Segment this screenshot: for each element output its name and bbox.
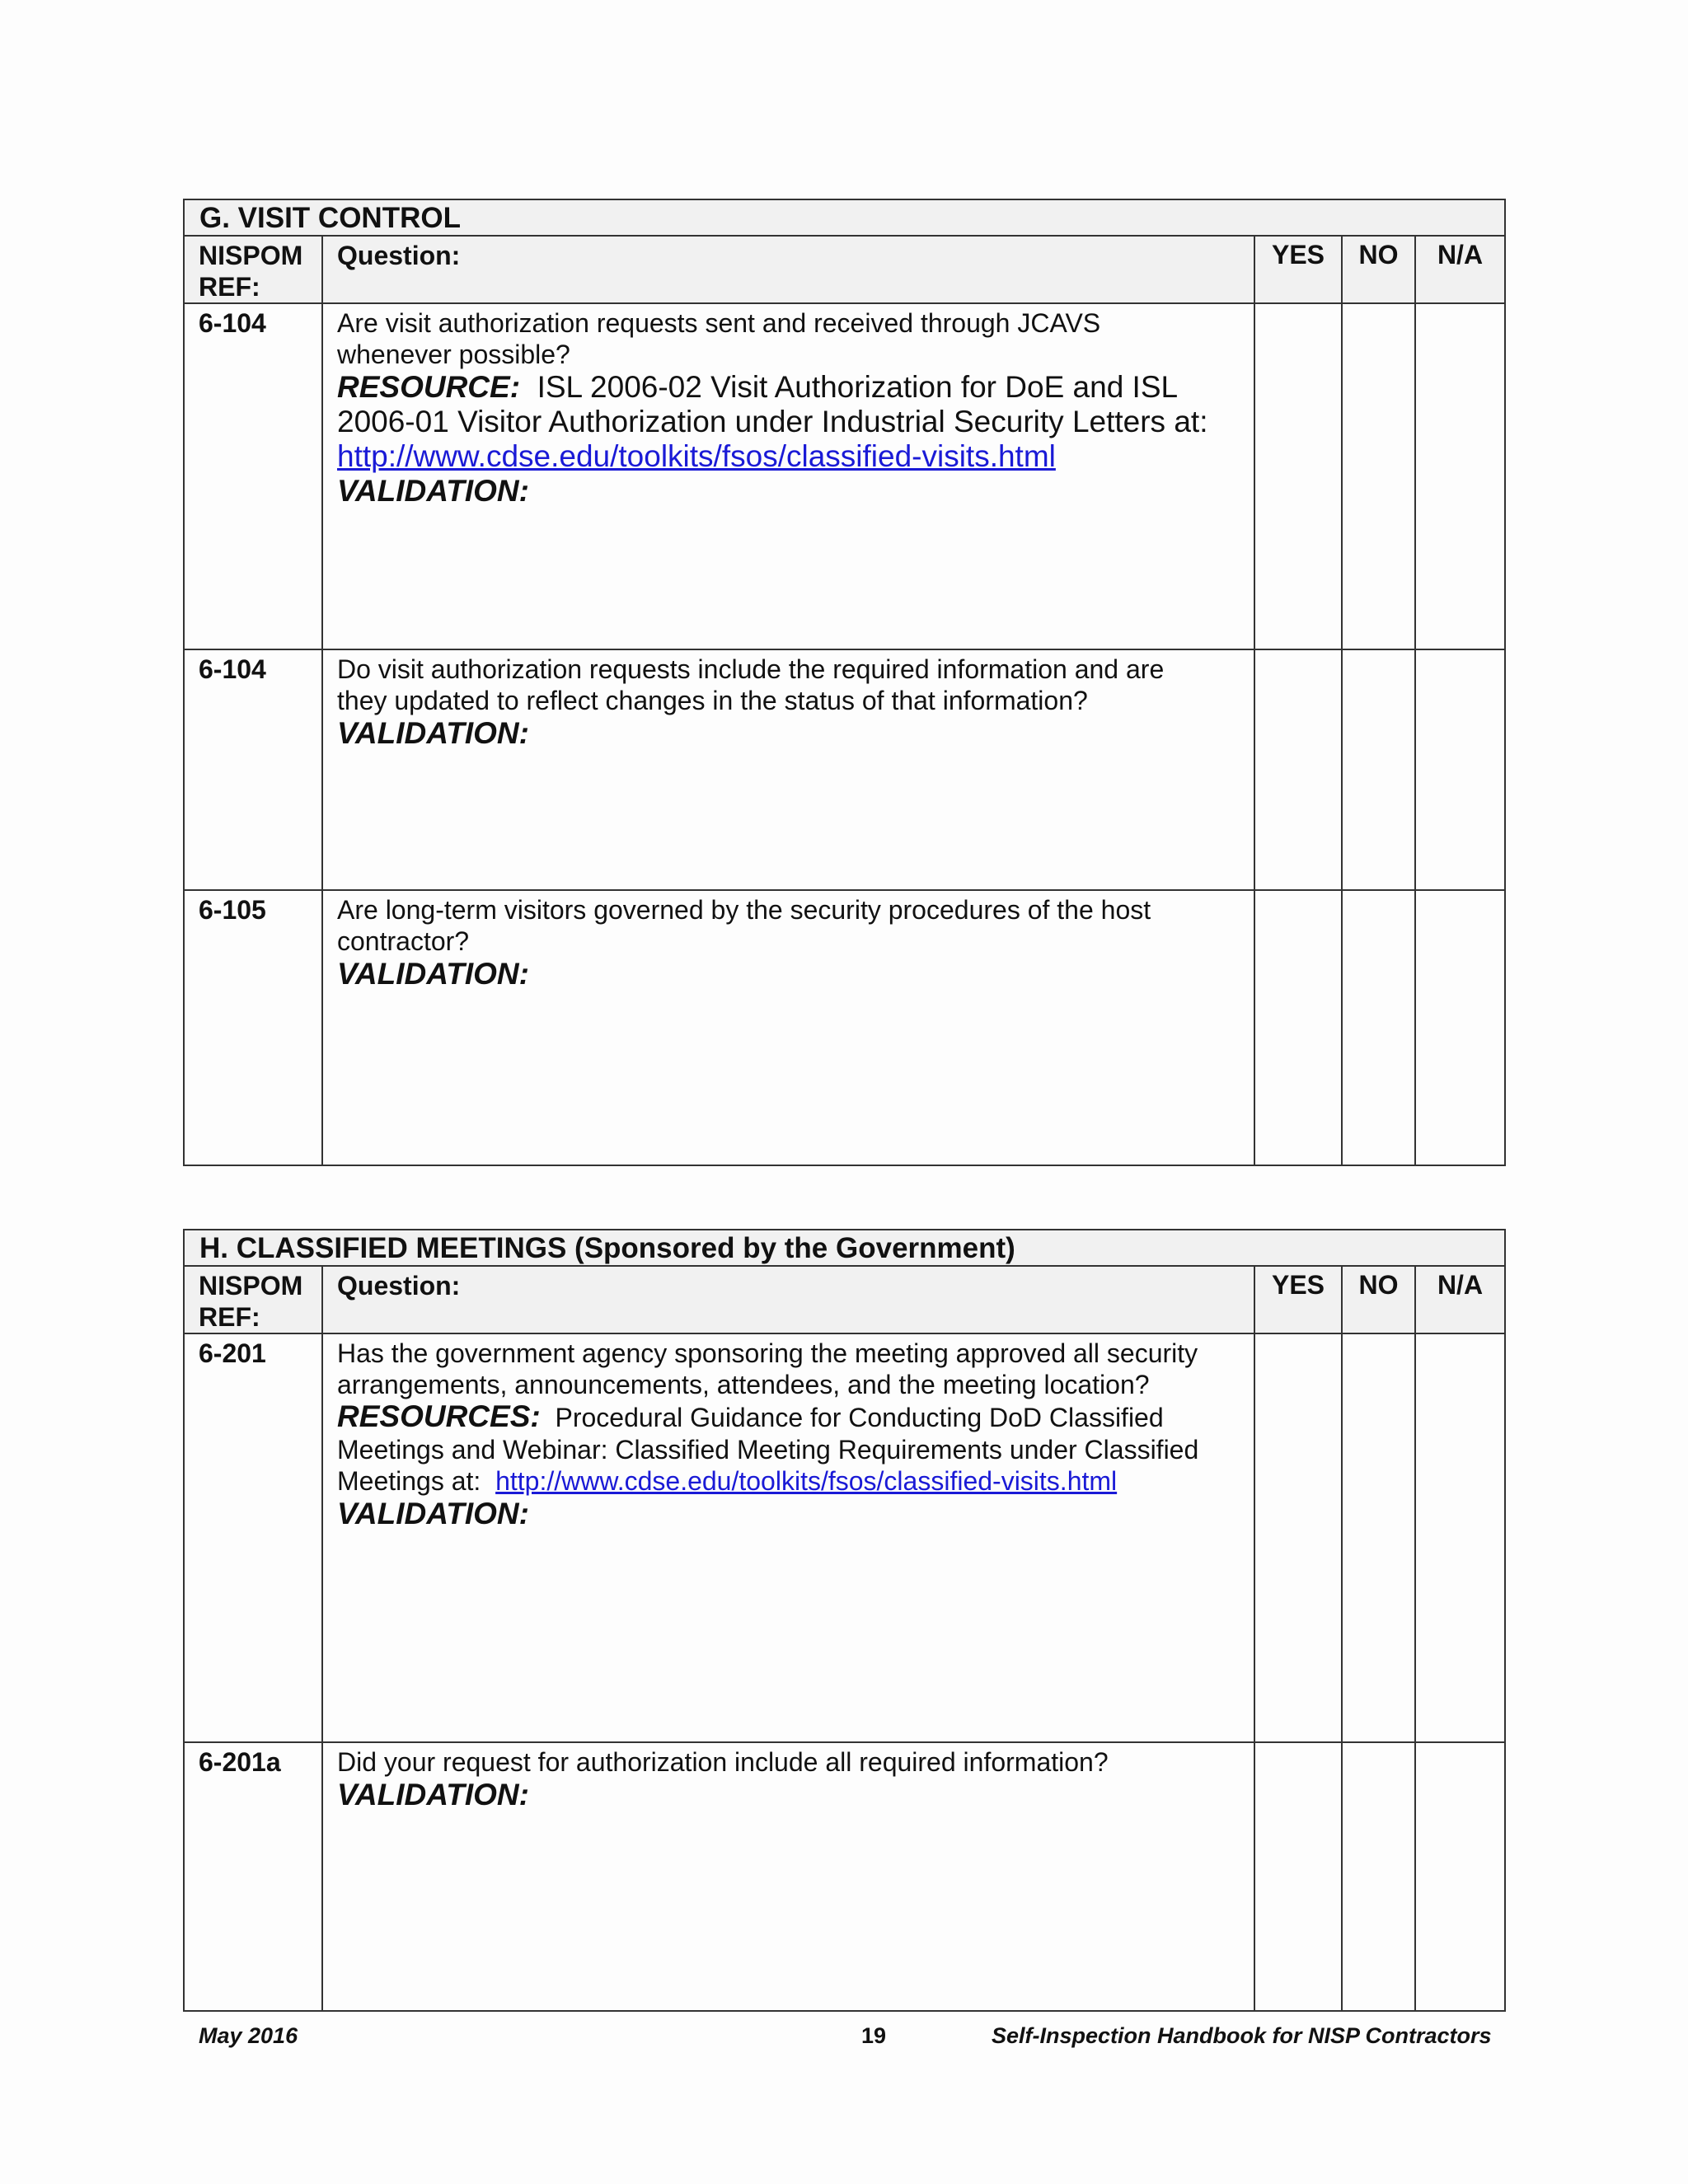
resource-link[interactable]: http://www.cdse.edu/toolkits/fsos/classified-visits.html	[337, 439, 1056, 473]
validation-label: VALIDATION:	[337, 1778, 529, 1811]
table-header-row	[185, 1267, 1504, 1334]
question-cell	[323, 650, 1255, 889]
header-no: NO	[1343, 237, 1416, 302]
table-row	[185, 891, 1504, 1165]
header-yes: YES	[1255, 237, 1343, 302]
resource-line	[337, 370, 1242, 405]
resource-link[interactable]: http://www.cdse.edu/toolkits/fsos/classified-visits.html	[495, 1466, 1118, 1496]
table-row	[185, 304, 1504, 650]
yes-checkbox-cell[interactable]	[1255, 1334, 1343, 1741]
header-ref-line1: NISPOM	[199, 241, 303, 270]
header-ref-line1: NISPOM	[199, 1271, 303, 1301]
footer-page-number: 19	[861, 2023, 887, 2048]
question-text: contractor?	[337, 926, 470, 956]
question-cell	[323, 304, 1255, 649]
header-ref	[185, 1267, 323, 1333]
table-row	[185, 650, 1504, 891]
section-visit-control	[183, 199, 1506, 1166]
na-checkbox-cell[interactable]	[1416, 891, 1504, 1165]
section-title: G. VISIT CONTROL	[185, 200, 1504, 237]
table-row	[185, 1334, 1504, 1743]
validation-label: VALIDATION:	[337, 474, 529, 508]
question-text: Do visit authorization requests include the required information and are	[337, 654, 1165, 684]
resource-line	[337, 1400, 1242, 1434]
header-question: Question:	[323, 1267, 1255, 1333]
resource-label: RESOURCES:	[337, 1399, 541, 1433]
question-text: Has the government agency sponsoring the meeting approved all security	[337, 1338, 1198, 1368]
section-classified-meetings	[183, 1229, 1506, 2012]
header-no: NO	[1343, 1267, 1416, 1333]
resource-text: Procedural Guidance for Conducting DoD Classified	[555, 1403, 1164, 1432]
no-checkbox-cell[interactable]	[1343, 1743, 1416, 2010]
table-header-row	[185, 237, 1504, 304]
no-checkbox-cell[interactable]	[1343, 650, 1416, 889]
header-yes: YES	[1255, 1267, 1343, 1333]
question-text: Are long-term visitors governed by the security procedures of the host	[337, 895, 1151, 925]
resource-text: ISL 2006-02 Visit Authorization for DoE and ISL	[537, 370, 1179, 404]
question-text: Did your request for authorization include all required information?	[337, 1747, 1109, 1777]
footer-date: May 2016	[199, 2023, 298, 2048]
resource-label: RESOURCE:	[337, 370, 521, 404]
header-na: N/A	[1437, 240, 1484, 269]
ref-cell: 6-201a	[185, 1743, 323, 2010]
yes-checkbox-cell[interactable]	[1255, 1743, 1343, 2010]
question-cell	[323, 1334, 1255, 1741]
resource-text: 2006-01 Visitor Authorization under Industrial Security Letters at:	[337, 405, 1208, 438]
yes-checkbox-cell[interactable]	[1255, 650, 1343, 889]
ref-cell: 6-201	[185, 1334, 323, 1741]
resource-link-line	[337, 1465, 1242, 1497]
validation-label: VALIDATION:	[337, 716, 529, 750]
question-text: arrangements, announcements, attendees, and the meeting location?	[337, 1370, 1150, 1399]
ref-cell: 6-104	[185, 650, 323, 889]
header-ref	[185, 237, 323, 302]
header-question: Question:	[323, 237, 1255, 302]
question-cell	[323, 891, 1255, 1165]
no-checkbox-cell[interactable]	[1343, 304, 1416, 649]
section-title: H. CLASSIFIED MEETINGS (Sponsored by the Government)	[185, 1230, 1504, 1267]
table-row	[185, 1743, 1504, 2010]
question-text: whenever possible?	[337, 340, 570, 369]
header-na: N/A	[1437, 1270, 1484, 1300]
na-checkbox-cell[interactable]	[1416, 304, 1504, 649]
resource-text: Meetings and Webinar: Classified Meeting Requirements under Classified	[337, 1435, 1199, 1465]
yes-checkbox-cell[interactable]	[1255, 891, 1343, 1165]
header-ref-line2: REF:	[199, 272, 260, 302]
ref-cell: 6-104	[185, 304, 323, 649]
na-checkbox-cell[interactable]	[1416, 1334, 1504, 1741]
yes-checkbox-cell[interactable]	[1255, 304, 1343, 649]
na-checkbox-cell[interactable]	[1416, 1743, 1504, 2010]
validation-label: VALIDATION:	[337, 1497, 529, 1530]
na-checkbox-cell[interactable]	[1416, 650, 1504, 889]
resource-text: Meetings at:	[337, 1466, 481, 1496]
no-checkbox-cell[interactable]	[1343, 1334, 1416, 1741]
validation-label: VALIDATION:	[337, 957, 529, 991]
header-ref-line2: REF:	[199, 1302, 260, 1332]
no-checkbox-cell[interactable]	[1343, 891, 1416, 1165]
ref-cell: 6-105	[185, 891, 323, 1165]
question-text: they updated to reflect changes in the status of that information?	[337, 686, 1088, 715]
question-text: Are visit authorization requests sent and received through JCAVS	[337, 308, 1101, 338]
footer-document-title: Self-Inspection Handbook for NISP Contractors	[992, 2023, 1492, 2048]
question-cell	[323, 1743, 1255, 2010]
